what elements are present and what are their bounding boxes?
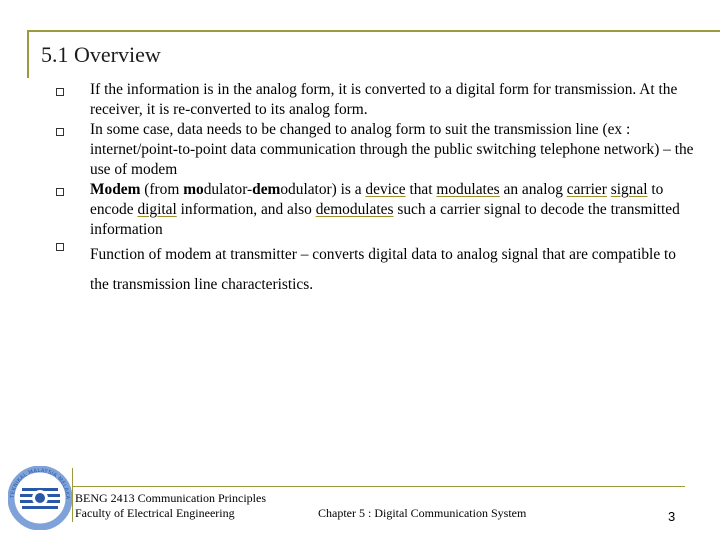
page-number: 3 (668, 509, 676, 524)
square-bullet-icon (56, 128, 64, 136)
term-link[interactable]: device (365, 181, 406, 198)
footer-divider (72, 486, 685, 487)
term-link[interactable]: carrier (566, 181, 607, 198)
bullet-text: such a carrier signal to decode the transmitted information (90, 201, 680, 238)
bullet-text: (from (140, 181, 184, 198)
term-link[interactable]: digital (137, 201, 177, 218)
bullet-text: odulator) is a (280, 181, 366, 198)
bullet-text: information, and also (176, 201, 316, 218)
footer-course-info (75, 491, 266, 521)
bullet-item (56, 180, 696, 240)
bullet-item (56, 120, 696, 180)
bold-text: mo (183, 181, 204, 198)
bold-text: Modem (90, 181, 141, 198)
university-logo (8, 466, 72, 535)
bullet-list (56, 80, 696, 300)
square-bullet-icon (56, 188, 64, 196)
bullet-text: an analog (499, 181, 567, 198)
term-link[interactable]: signal (610, 181, 648, 198)
bullet-text: that (405, 181, 437, 198)
term-link[interactable]: demodulates (315, 201, 394, 218)
bullet-text: to encode (90, 181, 664, 218)
term-link[interactable]: modulates (436, 181, 500, 198)
bullet-text: If the information is in the analog form, it is converted to a digital form for transmission. At the receiver, it is re-converted to its analog form. (90, 81, 678, 118)
logo-ring-text: TEKNIKAL MALAYSIA MELAKA (9, 467, 71, 500)
bullet-text: dulator- (203, 181, 253, 198)
bold-text: dem (252, 181, 281, 198)
square-bullet-icon (56, 88, 64, 96)
slide-title: 5.1 Overview (41, 42, 161, 67)
footer-course: BENG 2413 Communication Principles (75, 491, 266, 505)
bullet-item (56, 240, 696, 300)
square-bullet-icon (56, 243, 64, 251)
footer-chapter: Chapter 5 : Digital Communication System (318, 506, 527, 520)
bullet-text: In some case, data needs to be changed to analog form to suit the transmission line (ex : internet/point-to-point data communication through the public switching telephone network) – the use of modem (90, 121, 694, 178)
bullet-text: Function of modem at transmitter – converts digital data to analog signal that are compatible to the transmission line characteristics. (90, 246, 676, 293)
bullet-item (56, 80, 696, 120)
footer-faculty: Faculty of Electrical Engineering (75, 506, 235, 520)
footer-divider-vertical (72, 468, 73, 522)
